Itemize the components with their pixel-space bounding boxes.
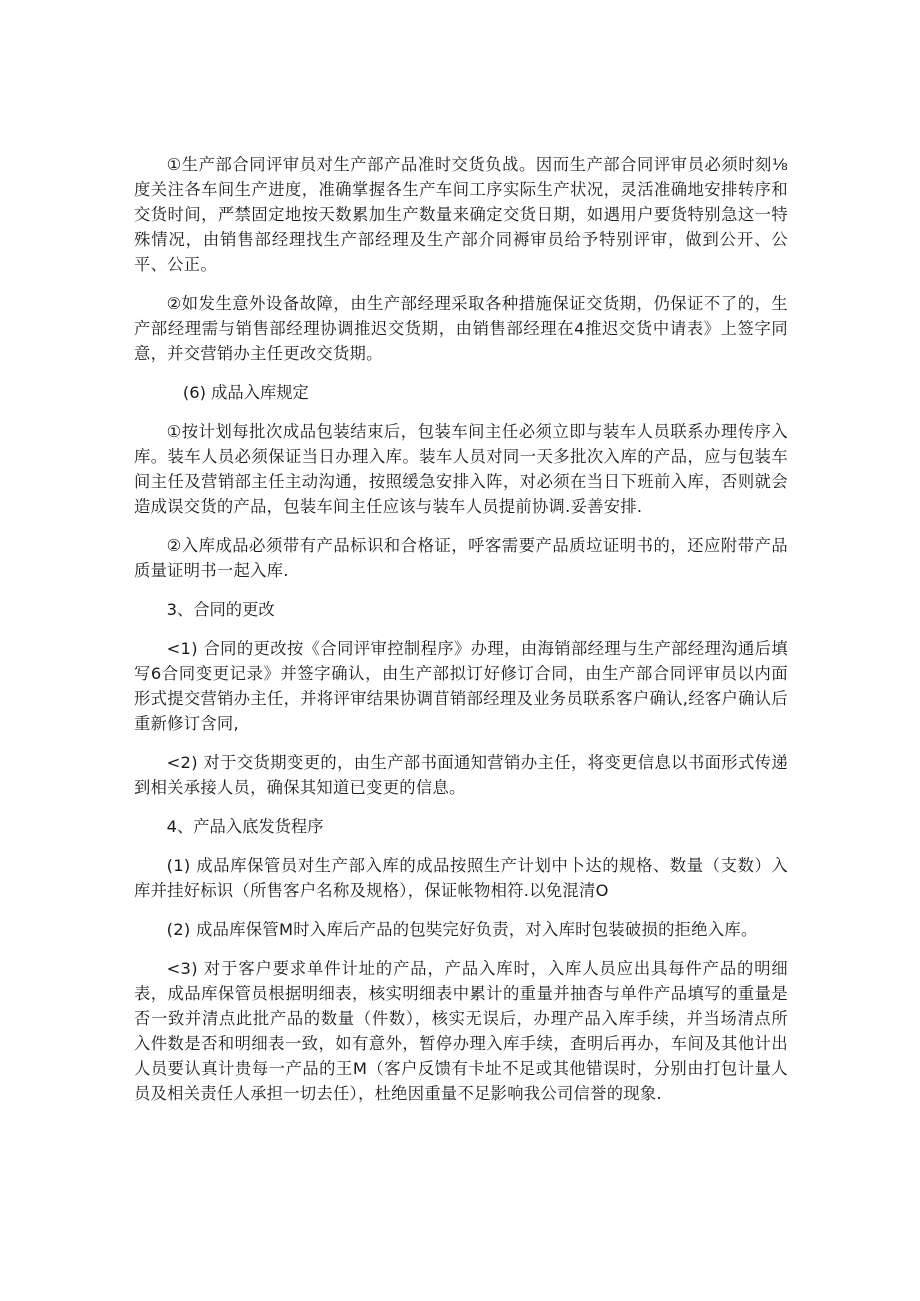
paragraph: ②如发生意外设备故障，由生产部经理采取各种措施保证交货期，仍保证不了的，生产部经理需与销售部经理协调推迟交货期，由销售部经理在4推迟交货中请表》上签字同意，并交营销办主任更改交货期。 [134, 294, 788, 363]
paragraph: (1) 成品库保管员对生产部入库的成品按照生产计划中卜达的规格、数量（支数）入库并挂好标识（所售客户名称及规格），保证帐物相符.以免混清O [134, 856, 788, 900]
document-body [134, 152, 788, 1106]
paragraph: ①生产部合同评审员对生产部产品准时交货负战。因而生产部合同评审员必须时刻⅛度关注各车间生产进度，准确掌握各生产车间工序实际生产状况，灵活准确地安排转序和交货时间，严禁固定地按天数累加生产数量来确定交货日期，如遇用户要货特别急这一特殊情况，由销售部经理找生产部经理及生产部介同褥审员给予特别评审，做到公开、公平、公正。 [134, 155, 788, 274]
section-heading: 3、合同的更改 [166, 600, 275, 619]
paragraph: ①按计划每批次成品包装结束后，包装车间主任必须立即与装车人员联系办理传序入库。装车人员必须保证当日办理入库。装车人员对同一天多批次入库的产品，应与包装车间主任及营销部主任主动沟通，按照缓急安排入阵，对必须在当日下班前入库，否则就会造成误交货的产品，包装车间主任应该与装车人员提前协调.妥善安排. [134, 422, 788, 516]
section-heading: 4、产品入底发货程序 [166, 817, 324, 836]
paragraph: <2) 对于交货期变更的，由生产部书面通知营销办主任，将变更信息以书面形式传递到相关承接人员，确保其知道已变更的信息。 [134, 753, 788, 797]
paragraph: <3) 对于客户要求单件计址的产品，产品入库时，入库人员应出具每件产品的明细表，成品库保管员根据明细表，核实明细表中累计的重量并抽杳与单件产品填写的重量是否一致并清点此批产品的数量（件数），核实无误后，办理产品入库手续，并当场清点所入件数是否和明细表一致，如有意外，暂停办理入库手续，査明后再办，车间及其他计出人员要认真计贵每一产品的王M（客户反馈有卡址不足或其他错误时，分别由打包计量人员及相关责任人承担一切去任），杜绝因重量不足影响我公司信誉的现象. [134, 959, 788, 1103]
paragraph: ②入库成品必须带有产品标识和合格证，呼客需要产品质垃证明书的，还应附带产品质量证明书一起入库. [134, 536, 788, 580]
paragraph: <1) 合同的更改按《合同评审控制程序》办理，由海销部经理与生产部经理沟通后填写6合同变更记录》并签字确认，由生产部拟订好修订合同，由生产部合同评审员以内面形式提交营销办主任，并将评审结果协调苜销部经理及业务员联系客户确认,经客户确认后重新修订含同, [134, 639, 788, 733]
paragraph: (2) 成品库保管M时入库后产品的包奘完好负责，对入库时包装破损的拒绝入库。 [166, 920, 758, 939]
section-heading: (6) 成品入库规定 [182, 383, 309, 402]
